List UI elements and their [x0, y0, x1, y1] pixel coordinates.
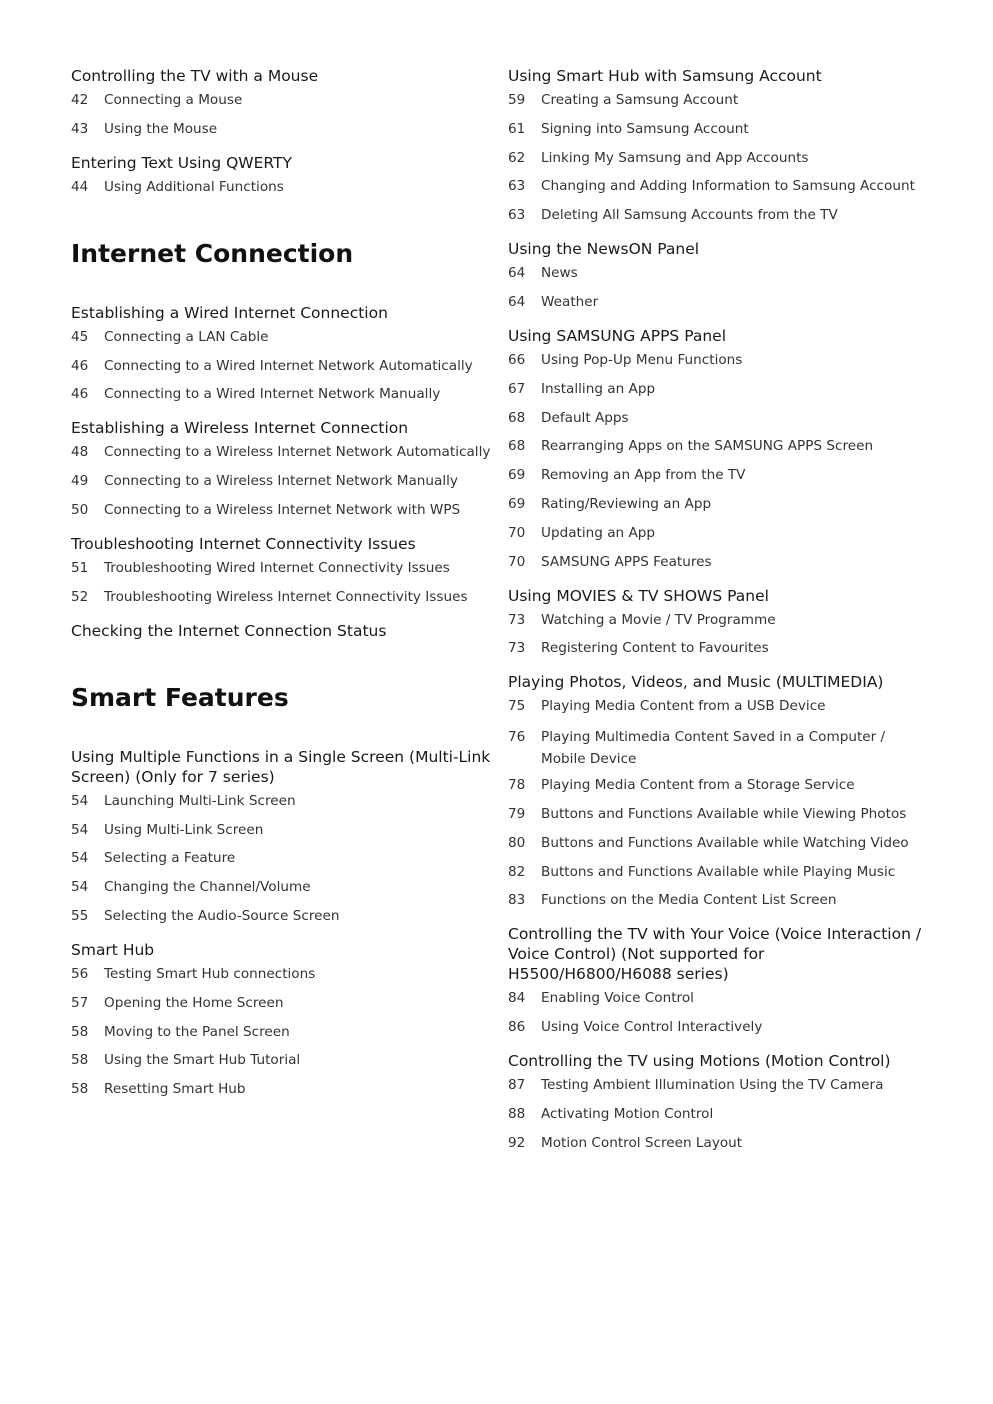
toc-entry-title: Creating a Samsung Account — [541, 92, 739, 108]
toc-entry[interactable] — [508, 639, 928, 658]
toc-entry[interactable] — [71, 588, 491, 607]
toc-entry-title: Using Pop-Up Menu Functions — [541, 351, 743, 368]
toc-entry-title: Buttons and Functions Available while Viewing Photos — [541, 805, 907, 822]
toc-entry-page-number: 79 — [508, 805, 526, 822]
toc-right-column — [508, 66, 928, 1163]
toc-section-heading: Controlling the TV using Motions (Motion Control) — [508, 1052, 891, 1071]
toc-entry[interactable] — [508, 776, 928, 795]
toc-entry-page-number: 68 — [508, 438, 526, 455]
toc-entry-page-number: 54 — [71, 879, 89, 896]
toc-entry-page-number: 83 — [508, 892, 526, 909]
toc-entry[interactable] — [508, 264, 928, 283]
toc-entry[interactable] — [508, 553, 928, 572]
toc-entry[interactable] — [71, 91, 491, 110]
toc-entry-page-number: 88 — [508, 1105, 526, 1122]
toc-entry-title: Troubleshooting Wired Internet Connectivity Issues — [104, 559, 450, 576]
toc-entry-title: Connecting a Mouse — [104, 92, 243, 108]
toc-entry-title: Using Multi-Link Screen — [104, 821, 264, 838]
toc-entry[interactable] — [508, 466, 928, 485]
toc-entry[interactable] — [508, 726, 928, 770]
toc-section-heading: Checking the Internet Connection Status — [71, 621, 387, 640]
toc-entry-page-number: 70 — [508, 553, 526, 570]
toc-entry-page-number: 59 — [508, 92, 526, 108]
toc-entry-title: Playing Multimedia Content Saved in a Computer / Mobile Device — [541, 729, 886, 768]
toc-entry[interactable] — [508, 91, 928, 110]
toc-section-heading: Smart Hub — [71, 940, 155, 959]
toc-entry[interactable] — [71, 120, 491, 139]
toc-entry[interactable] — [71, 1080, 491, 1099]
toc-entry[interactable] — [71, 965, 491, 984]
toc-entry-page-number: 67 — [508, 380, 526, 397]
toc-entry-page-number: 54 — [71, 850, 89, 867]
toc-entry[interactable] — [508, 120, 928, 139]
toc-entry-page-number: 52 — [71, 588, 89, 605]
toc-entry-page-number: 55 — [71, 907, 89, 924]
toc-entry-page-number: 63 — [508, 207, 526, 224]
toc-entry[interactable] — [71, 178, 491, 197]
toc-entry[interactable] — [508, 351, 928, 370]
toc-entry[interactable] — [508, 293, 928, 312]
toc-entry[interactable] — [508, 891, 928, 910]
toc-entry-title: Removing an App from the TV — [541, 467, 746, 484]
toc-entry-page-number: 76 — [508, 729, 526, 746]
toc-entry[interactable] — [71, 357, 491, 376]
toc-entry-page-number: 50 — [71, 501, 89, 518]
toc-entry[interactable] — [508, 206, 928, 225]
toc-entry-title: Playing Media Content from a Storage Service — [541, 777, 855, 794]
toc-section-heading: Establishing a Wireless Internet Connection — [71, 419, 409, 438]
toc-entry-title: Buttons and Functions Available while Playing Music — [541, 863, 896, 880]
toc-left-column — [71, 66, 491, 1109]
toc-section-heading: Controlling the TV with Your Voice (Voice Interaction / Voice Control) (Not supported for H5500/H6800/H6088 series) — [508, 925, 922, 984]
toc-entry[interactable] — [71, 1051, 491, 1070]
toc-entry[interactable] — [508, 1076, 928, 1095]
toc-entry-title: Selecting the Audio-Source Screen — [104, 907, 340, 924]
toc-section-heading: Troubleshooting Internet Connectivity Issues — [71, 534, 416, 553]
toc-entry[interactable] — [508, 1105, 928, 1124]
toc-entry-title: Selecting a Feature — [104, 850, 236, 867]
toc-entry-page-number: 51 — [71, 559, 89, 576]
toc-entry-page-number: 70 — [508, 524, 526, 541]
toc-entry-title: Connecting to a Wireless Internet Network Manually — [104, 473, 458, 490]
toc-entry-title: Default Apps — [541, 409, 629, 426]
toc-entry-page-number: 46 — [71, 357, 89, 374]
toc-entry[interactable] — [71, 443, 491, 462]
toc-entry-title: Changing the Channel/Volume — [104, 879, 311, 896]
toc-entry[interactable] — [508, 524, 928, 543]
toc-chapter-heading: Internet Connection — [71, 238, 354, 268]
toc-entry-page-number: 64 — [508, 293, 526, 310]
toc-entry-page-number: 56 — [71, 965, 89, 982]
toc-entry-page-number: 92 — [508, 1134, 526, 1151]
toc-entry[interactable] — [71, 907, 491, 926]
toc-entry[interactable] — [508, 437, 928, 456]
toc-entry-title: Signing into Samsung Account — [541, 120, 749, 137]
toc-entry[interactable] — [71, 385, 491, 404]
toc-entry-page-number: 68 — [508, 409, 526, 426]
toc-chapter-heading: Smart Features — [71, 682, 289, 712]
toc-section-heading: Entering Text Using QWERTY — [71, 153, 292, 172]
toc-entry-page-number: 57 — [71, 994, 89, 1011]
toc-entry-title: Launching Multi-Link Screen — [104, 792, 296, 809]
toc-entry[interactable] — [71, 472, 491, 491]
toc-section-heading: Using SAMSUNG APPS Panel — [508, 326, 727, 345]
toc-entry-page-number: 80 — [508, 834, 526, 851]
toc-entry-title: Enabling Voice Control — [541, 990, 694, 1007]
toc-entry-title: Using Additional Functions — [104, 178, 284, 195]
toc-entry[interactable] — [71, 849, 491, 868]
toc-entry[interactable] — [508, 697, 928, 716]
toc-section-heading: Playing Photos, Videos, and Music (MULTIMEDIA) — [508, 673, 884, 692]
toc-entry-title: Troubleshooting Wireless Internet Connectivity Issues — [104, 588, 468, 605]
toc-entry-title: Registering Content to Favourites — [541, 640, 769, 657]
toc-entry-title: Playing Media Content from a USB Device — [541, 698, 826, 715]
toc-entry-page-number: 54 — [71, 821, 89, 838]
toc-entry-title: Testing Ambient Illumination Using the TV Camera — [541, 1077, 884, 1094]
toc-entry-page-number: 48 — [71, 444, 89, 461]
toc-entry[interactable] — [71, 1023, 491, 1042]
toc-section-heading: Using Multiple Functions in a Single Screen (Multi-Link Screen) (Only for 7 series) — [71, 747, 491, 786]
toc-entry-page-number: 58 — [71, 1081, 89, 1098]
toc-entry-page-number: 49 — [71, 473, 89, 490]
toc-entry-page-number: 64 — [508, 265, 526, 282]
toc-entry-page-number: 43 — [71, 120, 89, 137]
toc-entry-page-number: 63 — [508, 178, 526, 195]
toc-entry[interactable] — [508, 805, 928, 824]
toc-entry[interactable] — [71, 559, 491, 578]
toc-entry-page-number: 69 — [508, 495, 526, 512]
toc-entry-page-number: 73 — [508, 611, 526, 628]
toc-entry-page-number: 75 — [508, 698, 526, 715]
toc-entry-title: Weather — [541, 293, 599, 310]
toc-entry[interactable] — [508, 177, 928, 196]
toc-entry[interactable] — [71, 878, 491, 897]
toc-entry[interactable] — [508, 611, 928, 630]
toc-entry-title: Using the Mouse — [104, 120, 218, 137]
toc-entry[interactable] — [508, 1134, 928, 1153]
toc-section-heading: Using the NewsON Panel — [508, 240, 700, 259]
toc-entry-page-number: 87 — [508, 1077, 526, 1094]
toc-entry-title: News — [541, 265, 578, 282]
toc-entry-title: Watching a Movie / TV Programme — [541, 611, 776, 628]
toc-entry-page-number: 66 — [508, 351, 526, 368]
toc-entry-page-number: 62 — [508, 149, 526, 166]
toc-entry-page-number: 78 — [508, 777, 526, 794]
toc-entry[interactable] — [508, 409, 928, 428]
toc-entry[interactable] — [71, 821, 491, 840]
toc-entry-title: Rearranging Apps on the SAMSUNG APPS Screen — [541, 438, 874, 455]
toc-entry-page-number: 45 — [71, 328, 89, 345]
toc-entry[interactable] — [71, 792, 491, 811]
toc-entry-page-number: 73 — [508, 640, 526, 657]
toc-entry-title: Changing and Adding Information to Samsung Account — [541, 178, 915, 195]
toc-entry-title: Functions on the Media Content List Screen — [541, 892, 837, 909]
toc-section-heading: Using MOVIES & TV SHOWS Panel — [508, 586, 769, 605]
toc-entry-title: Using Voice Control Interactively — [541, 1019, 763, 1036]
toc-entry-title: Motion Control Screen Layout — [541, 1134, 743, 1151]
toc-entry-title: Activating Motion Control — [541, 1105, 714, 1122]
toc-section-heading: Controlling the TV with a Mouse — [71, 67, 319, 85]
toc-entry-title: Linking My Samsung and App Accounts — [541, 149, 809, 166]
toc-entry-page-number: 69 — [508, 467, 526, 484]
toc-entry[interactable] — [508, 380, 928, 399]
toc-entry[interactable] — [508, 834, 928, 853]
toc-entry-title: Rating/Reviewing an App — [541, 495, 712, 512]
toc-entry-page-number: 46 — [71, 386, 89, 403]
toc-entry-page-number: 42 — [71, 92, 89, 108]
toc-section-heading: Establishing a Wired Internet Connection — [71, 303, 388, 322]
toc-entry[interactable] — [508, 863, 928, 882]
toc-entry[interactable] — [508, 149, 928, 168]
toc-entry-title: Installing an App — [541, 380, 656, 397]
toc-entry-title: Connecting a LAN Cable — [104, 328, 269, 345]
toc-entry[interactable] — [508, 1018, 928, 1037]
toc-entry-page-number: 84 — [508, 990, 526, 1007]
toc-entry-page-number: 54 — [71, 792, 89, 809]
toc-entry-title: SAMSUNG APPS Features — [541, 553, 712, 570]
toc-entry-title: Connecting to a Wired Internet Network Manually — [104, 386, 441, 403]
toc-entry-title: Deleting All Samsung Accounts from the TV — [541, 207, 838, 224]
toc-entry-title: Connecting to a Wired Internet Network Automatically — [104, 357, 473, 374]
toc-entry-page-number: 58 — [71, 1052, 89, 1069]
toc-entry[interactable] — [508, 495, 928, 514]
toc-entry-page-number: 86 — [508, 1019, 526, 1036]
toc-entry-title: Connecting to a Wireless Internet Network with WPS — [104, 501, 461, 518]
toc-entry-title: Updating an App — [541, 524, 656, 541]
toc-section-heading: Using Smart Hub with Samsung Account — [508, 67, 822, 85]
toc-entry-title: Testing Smart Hub connections — [104, 965, 316, 982]
toc-entry-title: Buttons and Functions Available while Watching Video — [541, 834, 909, 851]
toc-entry[interactable] — [71, 501, 491, 520]
toc-entry[interactable] — [71, 328, 491, 347]
toc-entry-page-number: 61 — [508, 120, 526, 137]
toc-entry[interactable] — [71, 994, 491, 1013]
toc-entry-page-number: 82 — [508, 863, 526, 880]
toc-entry-title: Opening the Home Screen — [104, 994, 284, 1011]
toc-entry-title: Moving to the Panel Screen — [104, 1023, 290, 1040]
toc-entry-title: Using the Smart Hub Tutorial — [104, 1052, 301, 1069]
toc-entry[interactable] — [508, 989, 928, 1008]
toc-entry-page-number: 44 — [71, 178, 89, 195]
toc-entry-page-number: 58 — [71, 1023, 89, 1040]
toc-entry-title: Resetting Smart Hub — [104, 1081, 246, 1098]
toc-entry-title: Connecting to a Wireless Internet Network Automatically — [104, 444, 491, 461]
